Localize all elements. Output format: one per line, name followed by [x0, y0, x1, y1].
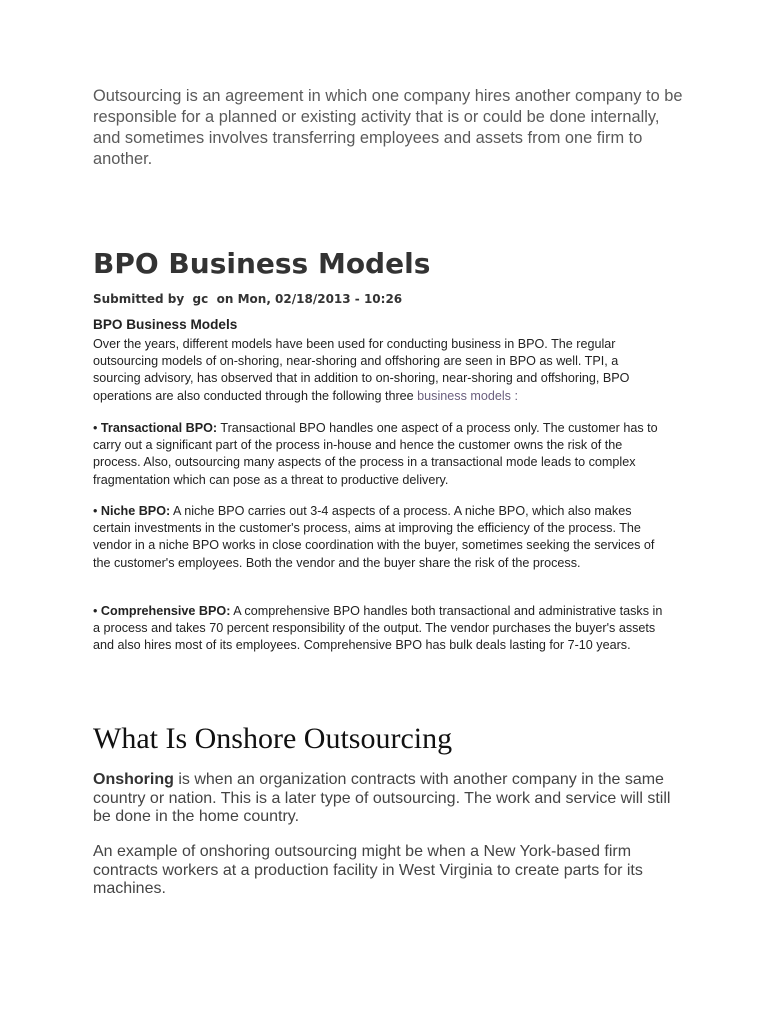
onshore-outsourcing-title: What Is Onshore Outsourcing	[93, 722, 453, 755]
intro-paragraph: Outsourcing is an agreement in which one company hires another company to be responsible for a planned or existing activity that is or could be done internally, and sometimes involves transferring employees and assets from one firm to another.	[93, 87, 683, 168]
onshoring-definition-paragraph	[93, 771, 683, 827]
submitted-by-line	[93, 290, 402, 308]
bullet-comprehensive-bpo	[93, 603, 665, 655]
bullet-transactional-bpo	[93, 420, 665, 489]
bpo-article-title: BPO Business Models	[93, 247, 431, 280]
bullet-text: A niche BPO carries out 3-4 aspects of a process. A niche BPO, which also makes certain investments in the customer's process, aims at improving the efficiency of the process. The vendor in a niche BPO works in close coordination with the buyer, sometimes seeking the services of the customer's employees. Both the vendor and the buyer share the risk of the process.	[93, 504, 655, 570]
bullet-text: Transactional BPO handles one aspect of a process only. The customer has to carry out a significant part of the process in-house and hence the customer owns the risk of the process. Also, outsourcing many aspects of the process in a transactional mode leads to complex fragmentation which can pose as a threat to productive delivery.	[93, 421, 658, 487]
bullet-term: Comprehensive BPO:	[100, 604, 231, 618]
submitted-by-label: Submitted by	[93, 292, 185, 306]
bullet-marker: •	[93, 604, 98, 618]
bpo-subheading: BPO Business Models	[93, 317, 238, 332]
bullet-marker: •	[93, 421, 98, 435]
onshoring-example-paragraph: An example of onshoring outsourcing might be when a New York-based firm contracts workers at a production facility in West Virginia to create parts for its machines.	[93, 843, 643, 897]
bpo-intro-paragraph	[93, 336, 665, 405]
onshoring-term: Onshoring	[93, 771, 174, 788]
post-date: Mon, 02/18/2013 - 10:26	[237, 292, 403, 306]
business-models-link[interactable]: business models :	[417, 388, 518, 403]
onshoring-definition-text: is when an organization contracts with another company in the same country or nation. This is a later type of outsourcing. The work and service will still be done in the home country.	[93, 771, 671, 825]
bullet-text: A comprehensive BPO handles both transactional and administrative tasks in a process and takes 70 percent responsibility of the output. The vendor purchases the buyer's assets and also hires most of its employees. Comprehensive BPO has bulk deals lasting for 7-10 years.	[93, 604, 663, 653]
author-name: gc	[192, 292, 209, 306]
bpo-intro-text: Over the years, different models have been used for conducting business in BPO. The regular outsourcing models of on-shoring, near-shoring and offshoring are seen in BPO as well. TPI, a sourcing advisory, has observed that in addition to on-shoring, near-shoring and offshoring, BPO operations are also conducted through the following three	[93, 337, 630, 403]
bullet-niche-bpo	[93, 503, 665, 572]
bullet-marker: •	[93, 504, 98, 518]
date-prefix: on	[216, 292, 234, 306]
bullet-term: Transactional BPO:	[100, 421, 218, 435]
bullet-term: Niche BPO:	[100, 504, 171, 518]
